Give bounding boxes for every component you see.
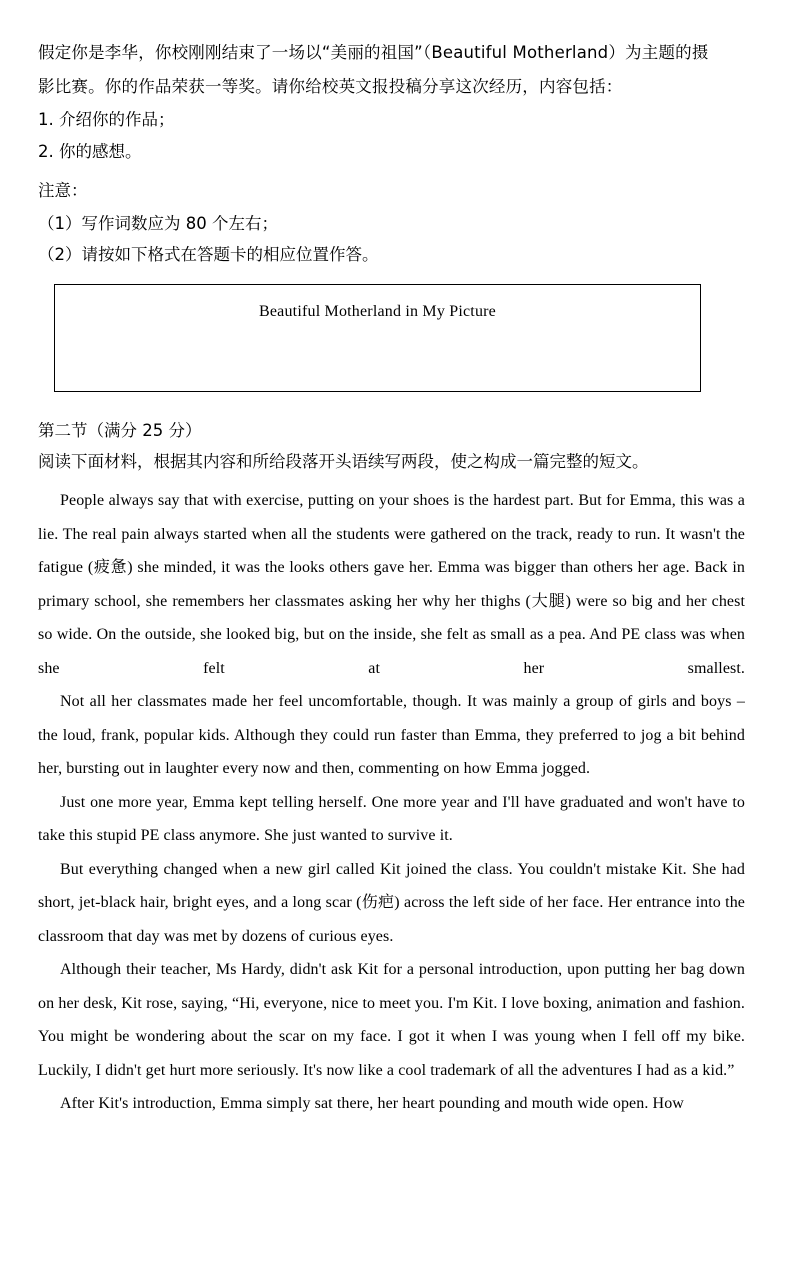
reading-paragraph: Although their teacher, Ms Hardy, didn't ask Kit for a personal introduction, upon putting her bag down on her desk, Kit rose, saying, “Hi, everyone, nice to meet you. I'm Kit. I love boxing, animation and fashion. You might be wondering about the scar on my face. I got it when I was young when I fell off my bike. Luckily, I didn't get hurt more seriously. It's now like a cool trademark of all the adventures I had as a kid.” xyxy=(38,961,745,1079)
reading-paragraph: But everything changed when a new girl called Kit joined the class. You couldn't mistake Kit. She had short, jet-black hair, bright eyes, and a long scar (伤疤) across the left side of her face. Her entrance into the classroom that day was met by dozens of curious eyes. xyxy=(38,860,745,945)
writing-prompt-line-1: 假定你是李华，你校刚刚结束了一场以“美丽的祖国”（Beautiful Motherland）为主题的摄 xyxy=(38,43,709,62)
reading-paragraph: Not all her classmates made her feel uncomfortable, though. It was mainly a group of girls and boys – the loud, frank, popular kids. Although they could run faster than Emma, they preferred to jog a bit behind her, bursting out in laughter every now and then, commenting on how Emma jogged. xyxy=(38,693,745,777)
note-item-1: （1）写作词数应为 80 个左右； xyxy=(38,214,278,233)
section-two-instruction: 阅读下面材料，根据其内容和所给段落开头语续写两段，使之构成一篇完整的短文。 xyxy=(38,452,649,471)
reading-paragraph: After Kit's introduction, Emma simply sat there, her heart pounding and mouth wide open. How xyxy=(60,1095,684,1112)
notes-label: 注意： xyxy=(38,181,88,200)
answer-box-title: Beautiful Motherland in My Picture xyxy=(259,303,496,320)
writing-prompt-line-2: 影比赛。你的作品荣获一等奖。请你给校英文报投稿分享这次经历，内容包括： xyxy=(38,77,623,96)
section-two-heading: 第二节（满分 25 分） xyxy=(38,421,202,440)
answer-box[interactable] xyxy=(54,284,701,392)
note-item-2: （2）请按如下格式在答题卡的相应位置作答。 xyxy=(38,245,379,264)
writing-requirement-1: 1. 介绍你的作品； xyxy=(38,110,175,129)
writing-requirement-2: 2. 你的感想。 xyxy=(38,142,142,161)
reading-paragraph: People always say that with exercise, putting on your shoes is the hardest part. But for Emma, this was a lie. The real pain always started when all the students were gathered on the track, ready to run. It wasn't the fatigue (疲惫) she minded, it was the looks others gave her. Emma was bigger than others her age. Back in primary school, she remembers her classmates asking her why her thighs (大腿) were so big and her chest so wide. On the outside, she looked big, but on the inside, she felt as small as a pea. And PE class was when she felt at her smallest. xyxy=(38,492,745,677)
reading-paragraph: Just one more year, Emma kept telling herself. One more year and I'll have graduated and won't have to take this stupid PE class anymore. She just wanted to survive it. xyxy=(38,793,745,844)
